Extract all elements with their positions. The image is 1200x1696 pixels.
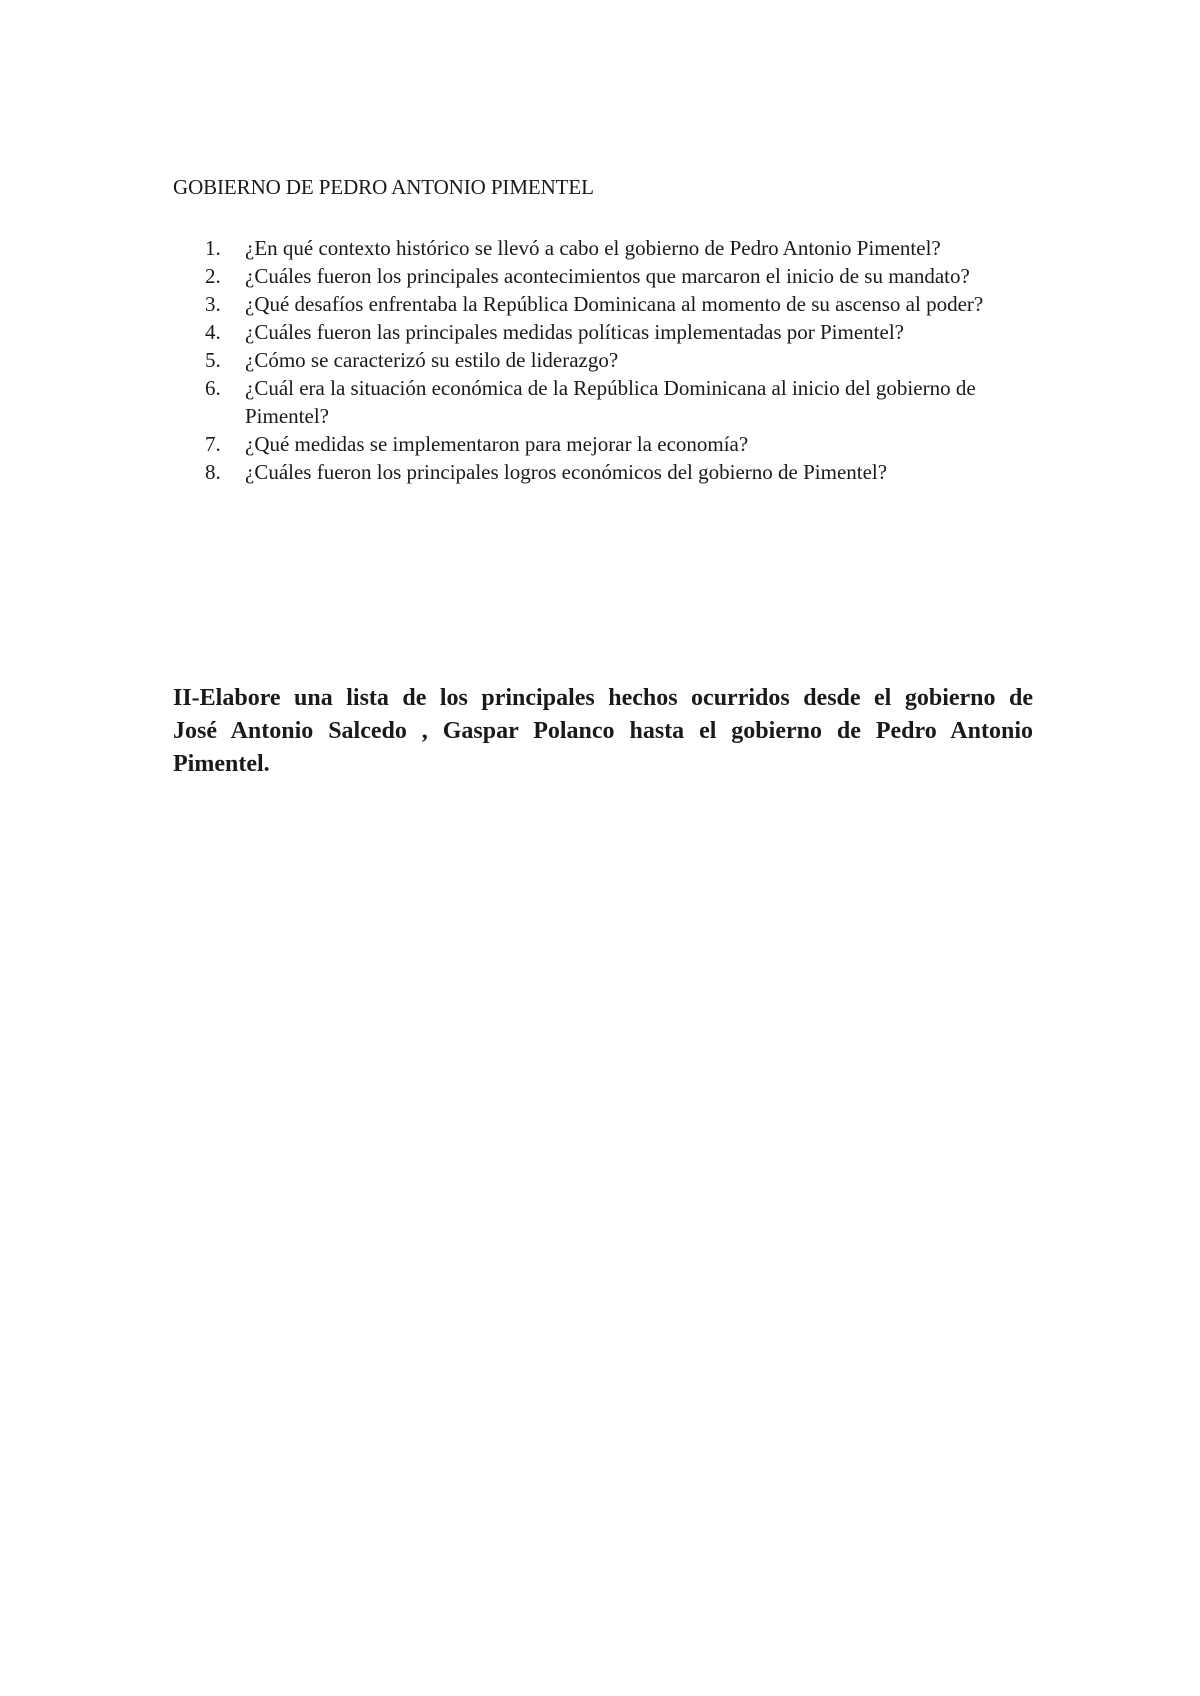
question-number: 8. <box>205 460 221 484</box>
document-title: GOBIERNO DE PEDRO ANTONIO PIMENTEL <box>173 175 594 199</box>
question-number: 3. <box>205 292 221 316</box>
question-list <box>173 234 1043 486</box>
list-item <box>173 234 1043 262</box>
question-number: 1. <box>205 236 221 260</box>
question-text: ¿Cuáles fueron los principales acontecimientos que marcaron el inicio de su mandato? <box>245 264 970 288</box>
list-item <box>173 430 1043 458</box>
question-text: ¿Cuál era la situación económica de la República Dominicana al inicio del gobierno de Pimentel? <box>245 376 976 428</box>
question-text: ¿En qué contexto histórico se llevó a cabo el gobierno de Pedro Antonio Pimentel? <box>245 236 941 260</box>
section-two-instruction: II-Elabore una lista de los principales hechos ocurridos desde el gobierno de José Antonio Salcedo , Gaspar Polanco hasta el gobierno de Pedro Antonio Pimentel. <box>173 685 1033 777</box>
question-number: 6. <box>205 376 221 400</box>
list-item <box>173 374 1043 430</box>
question-text: ¿Cuáles fueron los principales logros económicos del gobierno de Pimentel? <box>245 460 888 484</box>
question-text: ¿Qué desafíos enfrentaba la República Dominicana al momento de su ascenso al poder? <box>245 292 984 316</box>
question-number: 4. <box>205 320 221 344</box>
list-item <box>173 318 1043 346</box>
question-text: ¿Cuáles fueron las principales medidas políticas implementadas por Pimentel? <box>245 320 904 344</box>
question-number: 5. <box>205 348 221 372</box>
list-item <box>173 458 1043 486</box>
question-number: 7. <box>205 432 221 456</box>
question-number: 2. <box>205 264 221 288</box>
list-item <box>173 290 1043 318</box>
question-text: ¿Cómo se caracterizó su estilo de liderazgo? <box>245 348 619 372</box>
list-item <box>173 262 1043 290</box>
question-text: ¿Qué medidas se implementaron para mejorar la economía? <box>245 432 749 456</box>
list-item <box>173 346 1043 374</box>
